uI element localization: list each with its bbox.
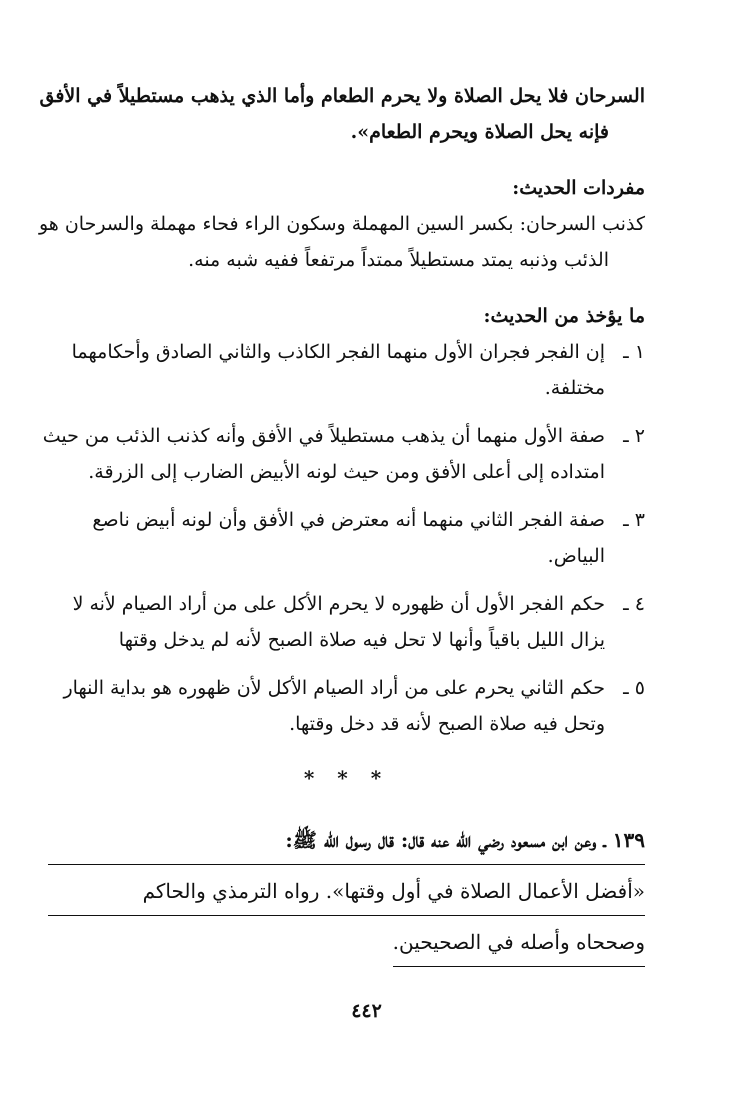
lesson-number: ٢ ـ bbox=[623, 425, 645, 447]
lesson-line: صفة الأول منهما أن يذهب مستطيلاً في الأفق وأنه كذنب الذئب من حيث bbox=[42, 425, 605, 447]
lesson-line: حكم الثاني يحرم على من أراد الصيام الأكل لأن ظهوره هو بداية النهار bbox=[63, 677, 605, 699]
hadith-line-3: وصححاه وأصله في الصحيحين. bbox=[393, 922, 645, 967]
lessons-section bbox=[42, 298, 645, 742]
vocabulary-section bbox=[38, 170, 645, 278]
lesson-number: ٤ ـ bbox=[623, 593, 645, 615]
lesson-item-5 bbox=[48, 670, 645, 742]
vocabulary-line-1: كذنب السرحان: بكسر السين المهملة وسكون الراء فحاء مهملة والسرحان هو bbox=[38, 213, 645, 235]
hadith-block bbox=[48, 820, 645, 973]
lessons-heading: ما يؤخذ من الحديث: bbox=[483, 305, 645, 327]
lesson-number: ٥ ـ bbox=[623, 677, 645, 699]
section-separator: * * * bbox=[303, 766, 390, 790]
page-number: ٤٤٢ bbox=[351, 1000, 382, 1022]
lesson-item-4 bbox=[48, 586, 645, 658]
hadith-line-3-wrap bbox=[48, 922, 645, 973]
lesson-line: صفة الفجر الثاني منهما أنه معترض في الأفق وأن لونه أبيض ناصع bbox=[92, 509, 605, 531]
hadith-line-1: ١٣٩ ـ وعن ابن مسعود رضي الله عنه قال: قال رسول الله ﷺ: bbox=[48, 820, 645, 865]
lesson-item-1 bbox=[48, 334, 645, 406]
lesson-line: وتحل فيه صلاة الصبح لأنه قد دخل وقتها. bbox=[289, 713, 605, 735]
intro-line-2: فإنه يحل الصلاة ويحرم الطعام». bbox=[350, 121, 609, 143]
lesson-line: امتداده إلى أعلى الأفق ومن حيث لونه الأبيض الضارب إلى الزرقة. bbox=[88, 461, 605, 483]
vocabulary-line-2: الذئب وذنبه يمتد مستطيلاً ممتداً مرتفعاً ففيه شبه منه. bbox=[188, 249, 609, 271]
vocabulary-heading: مفردات الحديث: bbox=[512, 177, 645, 199]
lesson-line: البياض. bbox=[547, 545, 605, 567]
lesson-line: مختلفة. bbox=[544, 377, 605, 399]
lesson-item-2 bbox=[42, 418, 645, 490]
intro-line-1: السرحان فلا يحل الصلاة ولا يحرم الطعام وأما الذي يذهب مستطيلاً في الأفق bbox=[39, 85, 645, 107]
lesson-item-3 bbox=[48, 502, 645, 574]
intro-paragraph bbox=[39, 78, 645, 150]
lesson-line: يزال الليل باقياً وأنها لا تحل فيه صلاة الصبح لأنه لم يدخل وقتها bbox=[118, 629, 605, 651]
lesson-line: حكم الفجر الأول أن ظهوره لا يحرم الأكل على من أراد الصيام لأنه لا bbox=[72, 593, 605, 615]
lesson-number: ١ ـ bbox=[623, 341, 645, 363]
lesson-line: إن الفجر فجران الأول منهما الفجر الكاذب والثاني الصادق وأحكامهما bbox=[71, 341, 605, 363]
hadith-line-2: «أفضل الأعمال الصلاة في أول وقتها». رواه الترمذي والحاكم bbox=[48, 871, 645, 916]
lesson-number: ٣ ـ bbox=[623, 509, 645, 531]
